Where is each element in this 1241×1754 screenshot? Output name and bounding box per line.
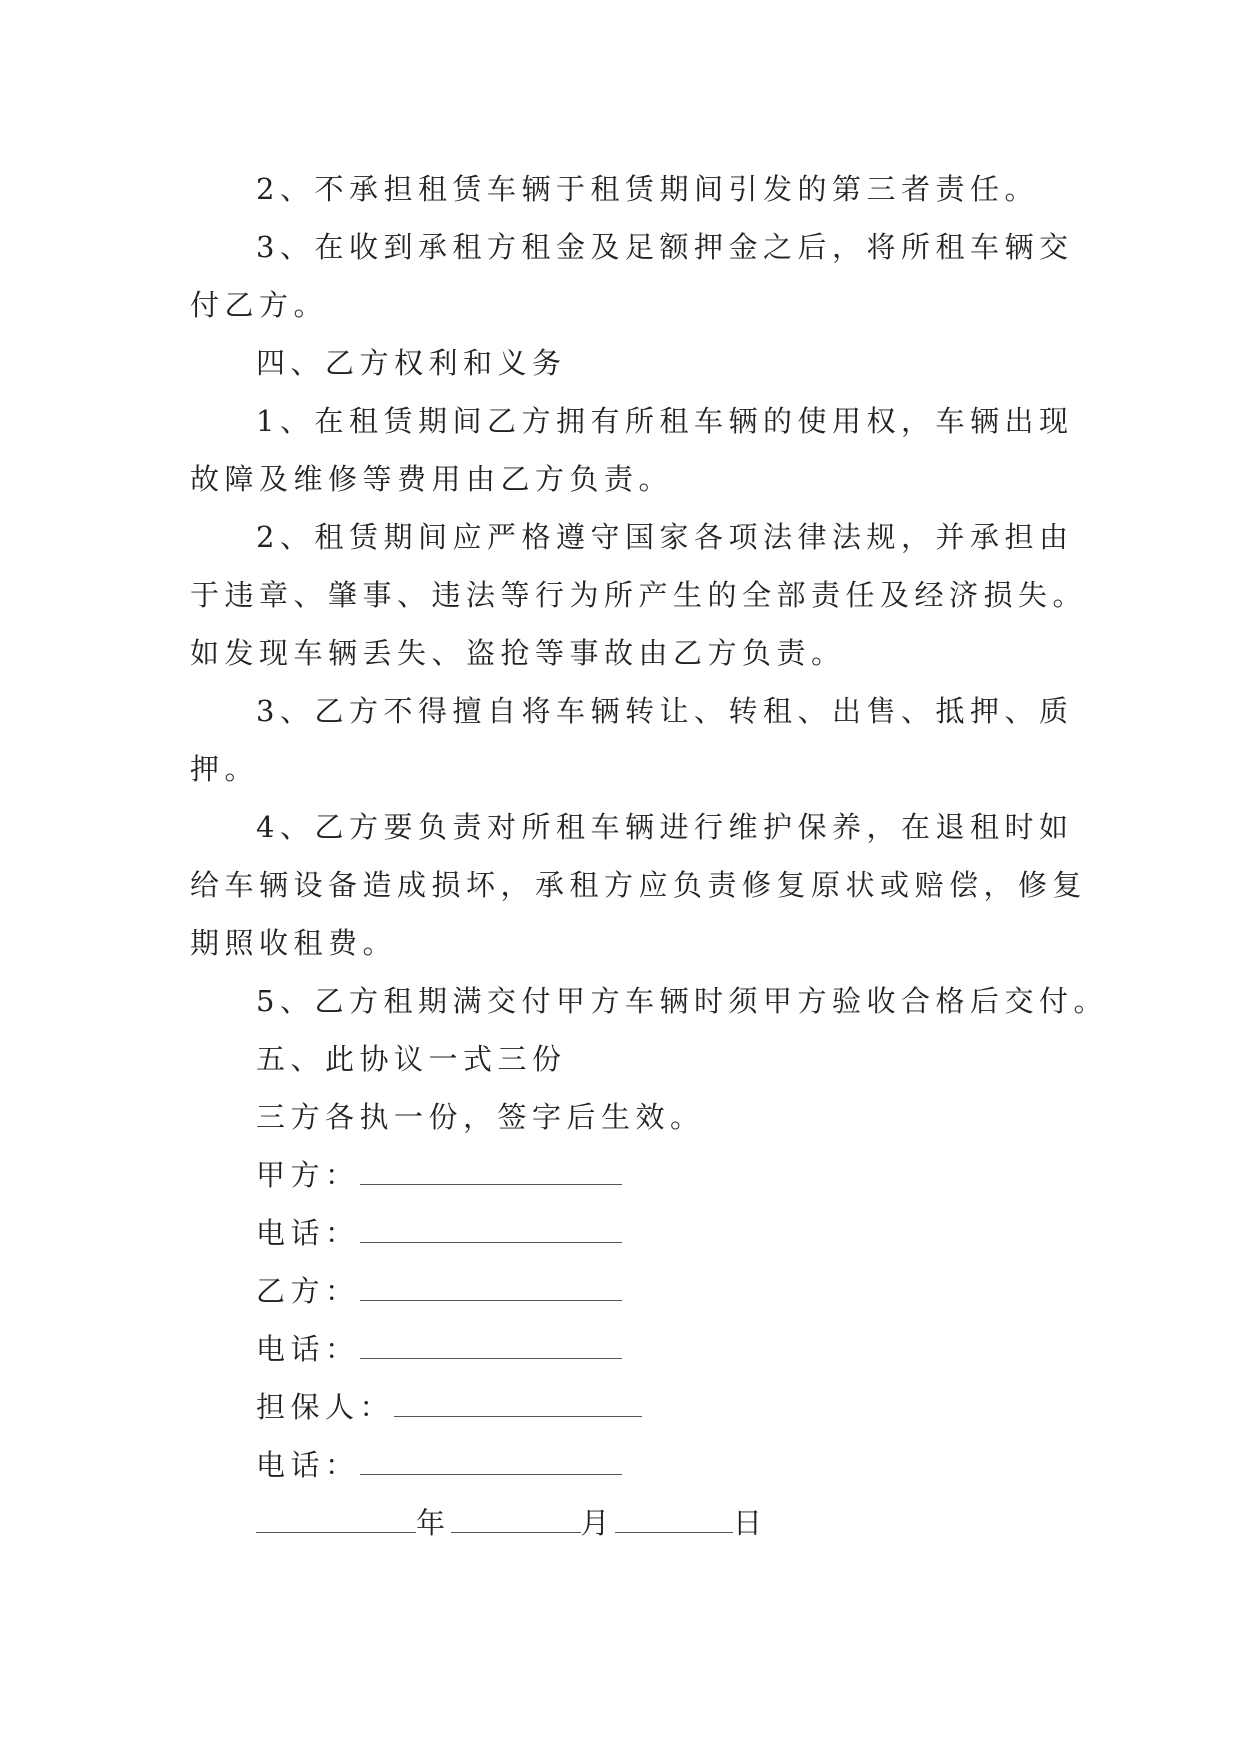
clause-a-2: 2、不承担租赁车辆于租赁期间引发的第三者责任。 — [256, 172, 1039, 206]
signature-phone-2 — [190, 1320, 1060, 1378]
signature-blank[interactable] — [360, 1336, 622, 1359]
clause-b-3-cont: 押。 — [190, 752, 260, 786]
signature-label: 电话： — [256, 1448, 360, 1482]
section-heading-c: 五、此协议一式三份 — [256, 1042, 567, 1076]
date-month-blank[interactable] — [451, 1510, 581, 1533]
signature-label: 担保人： — [256, 1390, 395, 1424]
date-line — [190, 1494, 1060, 1552]
signature-blank[interactable] — [360, 1278, 622, 1301]
signature-blank[interactable] — [360, 1452, 622, 1475]
document-page — [190, 160, 1108, 1552]
signature-party-b — [190, 1262, 1060, 1320]
clause-b-4-cont-2: 期照收租费。 — [190, 926, 398, 960]
signature-blank[interactable] — [360, 1220, 622, 1243]
clause-b-4: 4、乙方要负责对所租车辆进行维护保养，在退租时如 — [256, 810, 1074, 844]
date-year-label: 年 — [416, 1506, 451, 1540]
clause-b-4-cont-1: 给车辆设备造成损坏，承租方应负责修复原状或赔偿，修复 — [190, 868, 1088, 902]
clause-b-2: 2、租赁期间应严格遵守国家各项法律法规，并承担由 — [256, 520, 1074, 554]
clause-c-1: 三方各执一份，签字后生效。 — [256, 1100, 705, 1134]
signature-label: 乙方： — [256, 1274, 360, 1308]
signature-blank[interactable] — [394, 1394, 642, 1417]
signature-guarantor — [190, 1378, 1060, 1436]
clause-b-3: 3、乙方不得擅自将车辆转让、转租、出售、抵押、质 — [256, 694, 1074, 728]
date-day-label: 日 — [733, 1506, 768, 1540]
clause-b-5: 5、乙方租期满交付甲方车辆时须甲方验收合格后交付。 — [256, 984, 1108, 1018]
signature-party-a — [190, 1146, 1060, 1204]
date-month-label: 月 — [580, 1506, 616, 1540]
clause-a-3-cont: 付乙方。 — [190, 288, 329, 322]
date-day-blank[interactable] — [615, 1510, 733, 1533]
clause-b-1: 1、在租赁期间乙方拥有所租车辆的使用权，车辆出现 — [256, 404, 1074, 438]
signature-phone-1 — [190, 1204, 1060, 1262]
signature-label: 电话： — [256, 1332, 360, 1366]
section-heading-b: 四、乙方权利和义务 — [256, 346, 567, 380]
signature-blank[interactable] — [360, 1162, 622, 1185]
clause-a-3: 3、在收到承租方租金及足额押金之后，将所租车辆交 — [256, 230, 1074, 264]
signature-label: 电话： — [256, 1216, 360, 1250]
signature-label: 甲方： — [256, 1158, 360, 1192]
signature-phone-3 — [190, 1436, 1060, 1494]
date-year-blank[interactable] — [256, 1510, 416, 1533]
clause-b-1-cont: 故障及维修等费用由乙方负责。 — [190, 462, 674, 496]
clause-b-2-cont-2: 如发现车辆丢失、盗抢等事故由乙方负责。 — [190, 636, 846, 670]
clause-b-2-cont-1: 于违章、肇事、违法等行为所产生的全部责任及经济损失。 — [190, 578, 1088, 612]
